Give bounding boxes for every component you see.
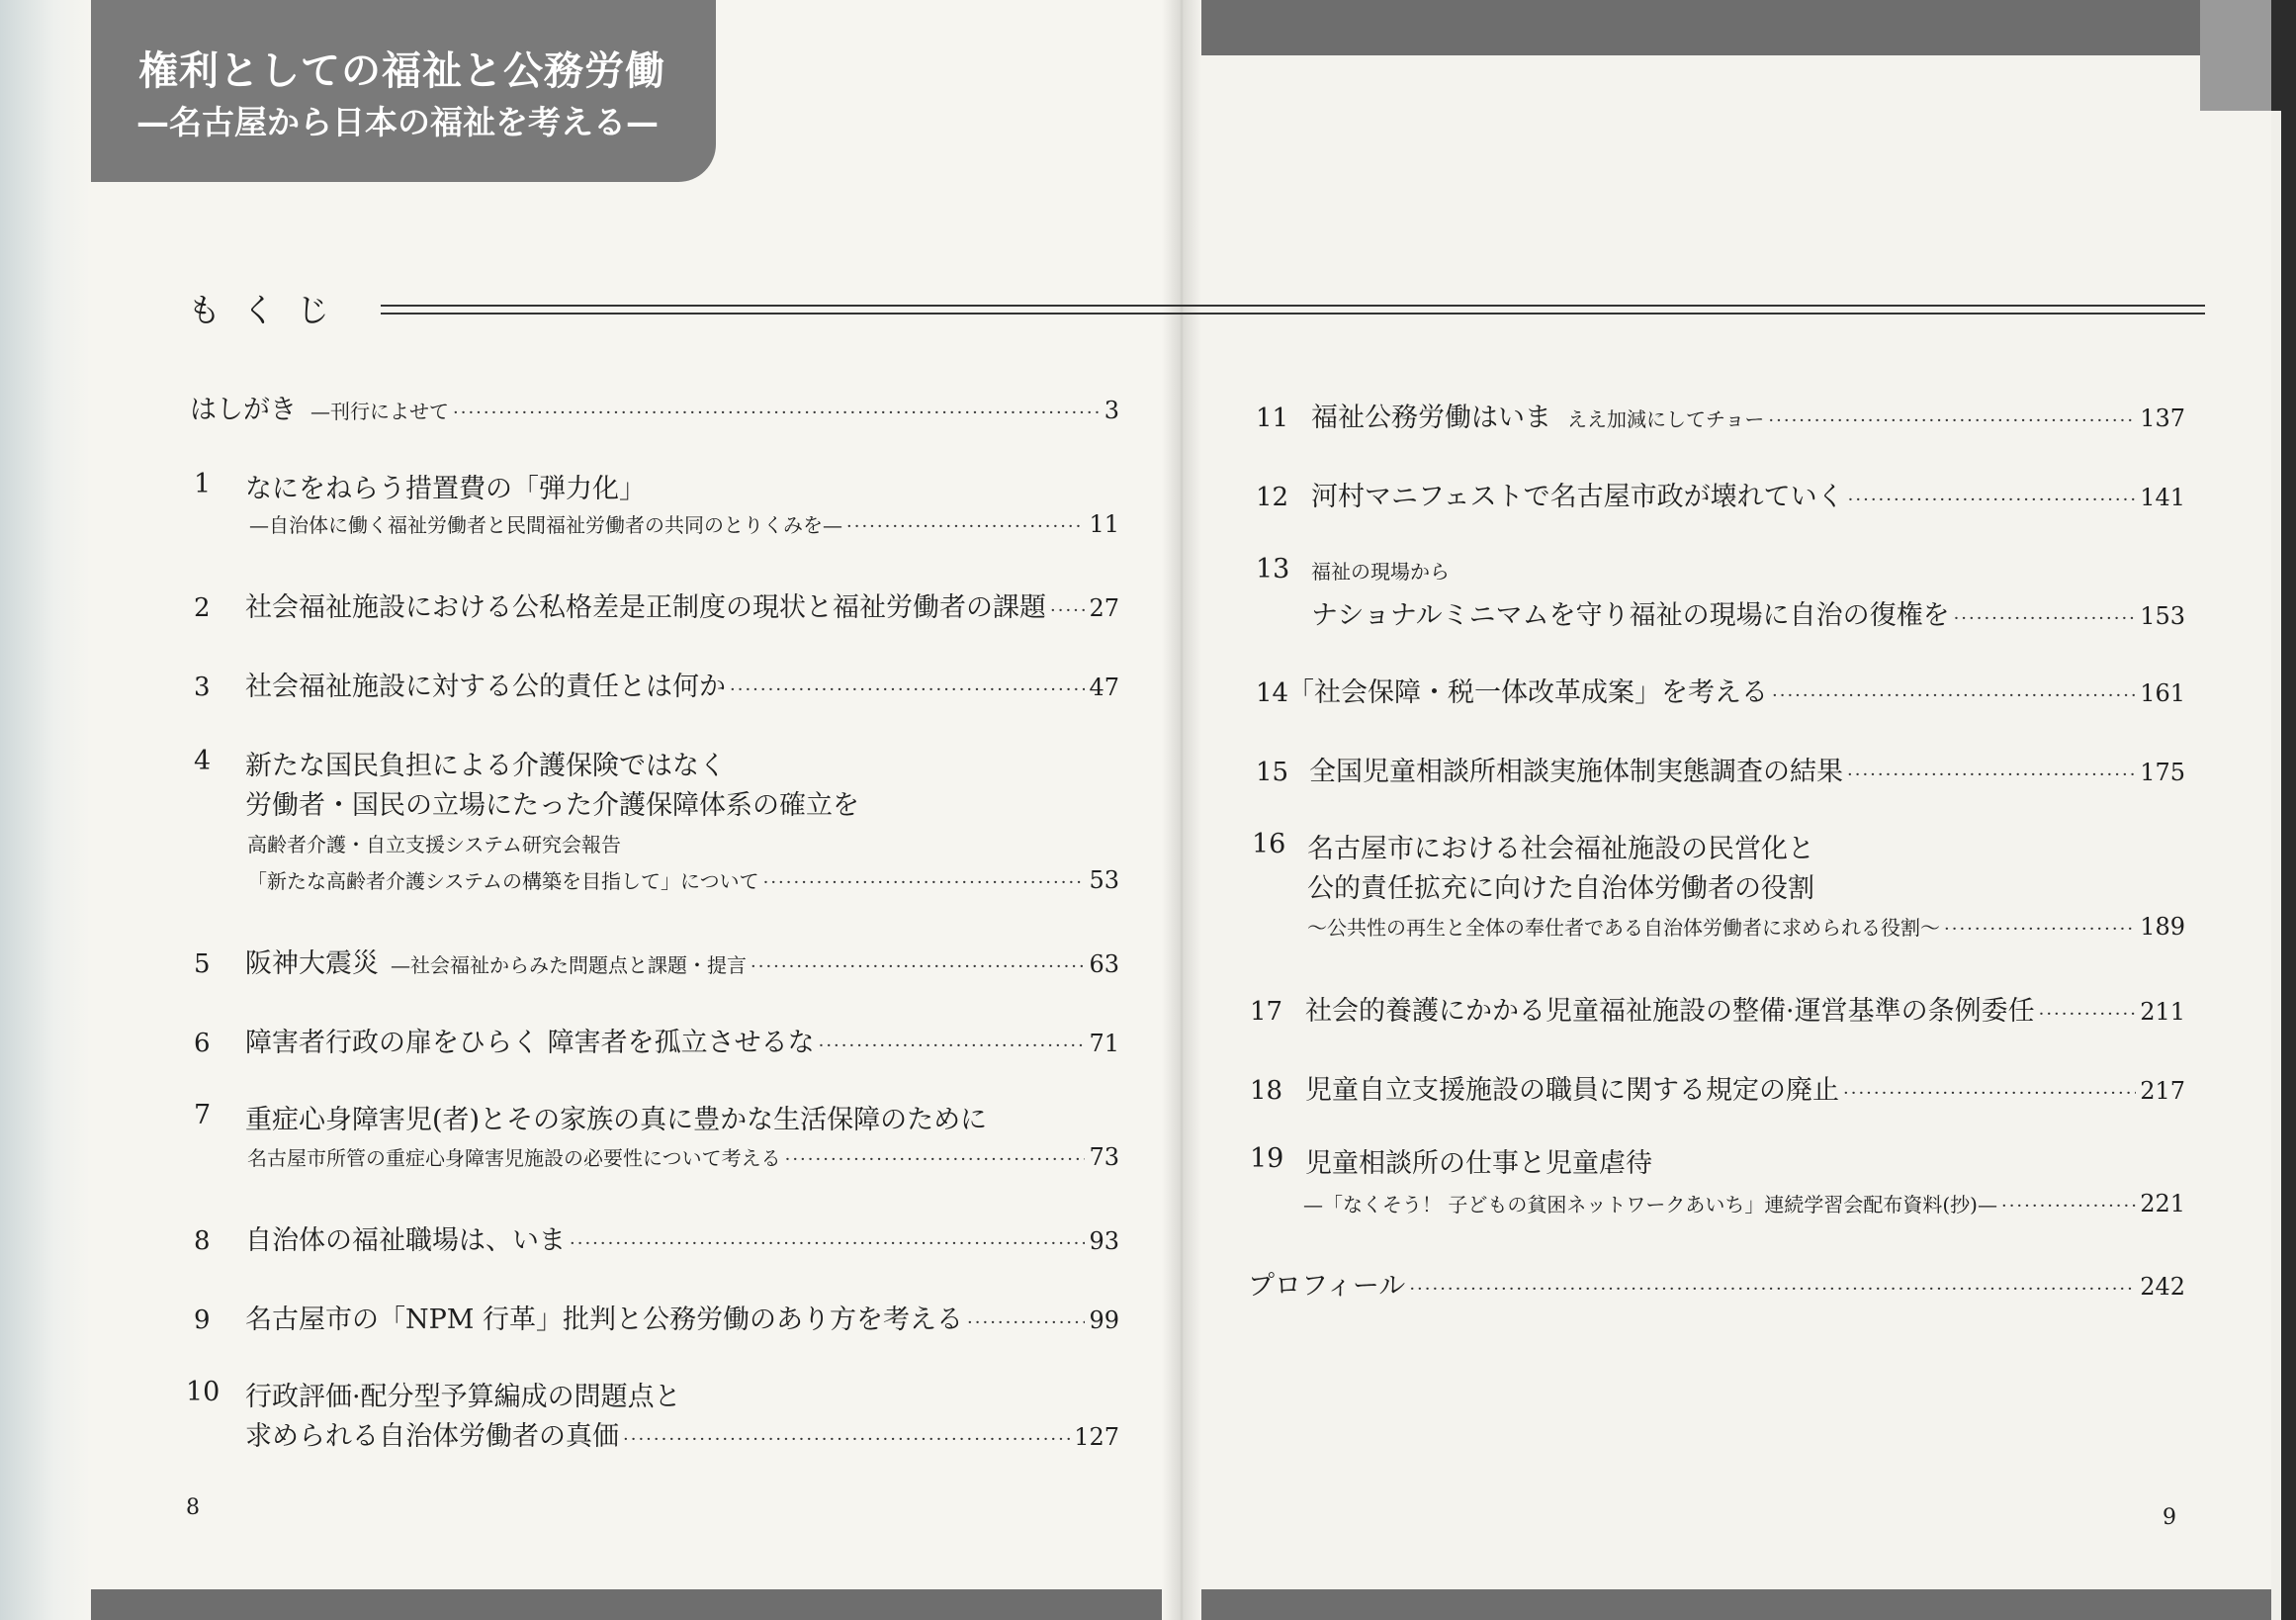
entry-number: 4 [194,746,212,776]
dot-leader [1768,410,2136,431]
dot-leader [623,1429,1070,1450]
right-page-edge [2271,0,2296,1620]
page-number: 11 [1089,510,1119,538]
entry-number: 12 [1256,483,1289,512]
entry-subtitle: 名古屋市所管の重症心身障害児施設の必要性について考える [247,1146,781,1170]
entry-subtitle: —自治体に働く福祉労働者と民間福祉労働者の共同のとりくみを— [249,513,842,537]
left-footer-band [91,1589,1162,1620]
toc-entry-14[interactable] [1256,671,2185,709]
entry-subtitle: 「新たな高齢者介護システムの構築を目指して」について [247,869,759,893]
page-number: 3 [1104,397,1119,424]
page-number: 47 [1089,674,1119,701]
right-footer-band [1201,1589,2271,1620]
right-header-band [1201,0,2200,55]
page-folio-right: 9 [2163,1505,2176,1530]
entry-title[interactable]: なにをねらう措置費の「弾力化」 [245,474,646,504]
thumb-index-tab [2200,0,2271,111]
page-number: 127 [1074,1423,1119,1451]
page-number: 141 [2140,484,2185,511]
heading-rule [381,305,2205,307]
dot-leader [846,516,1085,537]
entry-pretitle: 福祉の現場から [1311,560,1450,584]
entry-title: 児童自立支援施設の職員に関する規定の廃止 [1305,1075,1839,1106]
entry-number: 9 [194,1305,211,1335]
toc-entry-profile[interactable] [1248,1264,2185,1303]
dot-leader [2039,1004,2137,1025]
entry-title: 名古屋市の「NPM 行革」批判と公務労働のあり方を考える [245,1305,964,1335]
toc-entry-4[interactable] [247,865,1119,894]
entry-title: 障害者行政の扉をひらく 障害者を孤立させるな [245,1028,815,1058]
entry-number: 13 [1256,554,1290,585]
entry-title: 阪神大震災 [245,948,379,979]
toc-entry-8[interactable] [194,1218,1119,1257]
toc-entry-19[interactable] [1303,1189,2185,1217]
entry-title: 「社会保障・税一体改革成案」を考える [1287,677,1768,708]
entry-number: 14 [1256,678,1289,708]
toc-entry-17[interactable] [1250,989,2185,1028]
page-folio-left: 8 [186,1495,200,1520]
dot-leader [1944,919,2136,940]
entry-title-line2[interactable]: 労働者・国民の立場にたった介護保障体系の確立を [245,790,859,821]
toc-entry-9[interactable] [194,1298,1119,1336]
entry-subtitle: ええ加減にしてチョー [1567,407,1765,431]
page-number: 217 [2140,1077,2185,1105]
entry-number: 17 [1250,997,1283,1027]
dot-leader [763,872,1086,893]
dot-leader [730,679,1085,700]
page-number: 71 [1089,1030,1119,1057]
entry-title-line2: 求められる自治体労働者の真価 [245,1421,619,1452]
entry-number: 10 [186,1377,221,1407]
page-number: 189 [2140,913,2185,941]
page-number: 93 [1089,1227,1119,1255]
entry-title: 自治体の福祉職場は、いま [245,1225,566,1256]
page-number: 27 [1089,594,1119,622]
entry-number: 5 [194,949,211,979]
left-page-edge [0,0,91,1620]
toc-entry-1[interactable] [249,509,1119,538]
page-number: 137 [2140,405,2185,432]
dot-leader [1050,600,1085,621]
toc-entry-preface[interactable] [190,388,1119,426]
entry-number: 18 [1250,1076,1283,1106]
dot-leader [967,1312,1085,1333]
toc-entry-6[interactable] [194,1021,1119,1059]
toc-entry-5[interactable] [194,942,1119,980]
entry-subtitle: —刊行によせて [310,400,449,423]
heading-rule-second [381,313,2205,315]
entry-subtitle: 高齢者介護・自立支援システム研究会報告 [247,833,621,856]
page-number: 161 [2140,679,2185,707]
toc-entry-18[interactable] [1250,1068,2185,1107]
page-number: 221 [2140,1190,2185,1217]
dot-leader [819,1035,1086,1056]
right-page [1182,0,2296,1620]
entry-title: ナショナルミニマムを守り福祉の現場に自治の復権を [1311,600,1950,631]
entry-number: 6 [194,1029,211,1058]
entry-title: 河村マニフェストで名古屋市政が壊れていく [1311,482,1844,512]
page-number: 53 [1089,866,1119,894]
toc-entry-3[interactable] [194,665,1119,703]
series-title: 権利としての福祉と公務労働 [138,48,665,94]
dot-leader [1847,765,2136,785]
entry-number: 15 [1256,758,1289,787]
entry-title: 全国児童相談所相談実施体制実態調査の結果 [1309,757,1843,787]
entry-title-line1[interactable]: 新たな国民負担による介護保険ではなく [245,751,726,781]
dot-leader [1772,685,2136,706]
entry-number: 8 [194,1226,211,1256]
entry-number: 2 [194,593,211,623]
toc-heading: もくじ [188,291,351,329]
entry-title: 社会的養護にかかる児童福祉施設の整備·運営基準の条例委任 [1305,996,2035,1027]
entry-title[interactable]: 児童相談所の仕事と児童虐待 [1305,1148,1652,1179]
page-number: 175 [2140,759,2185,786]
dot-leader [785,1149,1086,1170]
series-subtitle: —名古屋から日本の福祉を考える— [136,103,659,141]
entry-title-line2[interactable]: 公的責任拡充に向けた自治体労働者の役割 [1307,873,1814,904]
toc-entry-7[interactable] [247,1142,1119,1171]
entry-title: はしがき [190,395,297,425]
entry-title: 社会福祉施設に対する公的責任とは何か [245,672,726,702]
toc-entry-10[interactable] [245,1414,1119,1453]
toc-entry-15[interactable] [1256,750,2185,788]
entry-subtitle: —社会福祉からみた問題点と課題・提言 [391,953,747,977]
entry-subtitle: —「なくそう！ 子どもの貧困ネットワークあいち」連続学習会配布資料(抄)— [1303,1193,1997,1216]
entry-subtitle: ～公共性の再生と全体の奉仕者である自治体労働者に求められる役割～ [1307,916,1940,940]
entry-title: 社会福祉施設における公私格差是正制度の現状と福祉労働者の課題 [245,592,1046,623]
entry-number: 3 [194,673,211,702]
page-number: 99 [1089,1306,1119,1334]
dot-leader [751,956,1085,977]
entry-title: 福祉公務労働はいま [1311,403,1551,433]
page-number: 153 [2140,602,2185,630]
dot-leader [2001,1196,2136,1216]
page-number: 242 [2140,1273,2185,1301]
entry-title-line1[interactable]: 名古屋市における社会福祉施設の民営化と [1307,834,1814,864]
entry-number: 11 [1256,404,1289,433]
entry-title: プロフィール [1248,1271,1406,1302]
toc-entry-11[interactable] [1256,396,2185,434]
entry-number: 16 [1252,829,1286,859]
dot-leader [1954,608,2137,629]
page-number: 73 [1089,1143,1119,1171]
page-number: 211 [2140,998,2185,1026]
entry-title[interactable]: 重症心身障害児(者)とその家族の真に豊かな生活保障のために [245,1105,988,1135]
dot-leader [1848,490,2137,510]
toc-entry-13[interactable] [1311,593,2185,632]
dot-leader [1843,1083,2136,1104]
entry-number: 7 [194,1100,212,1130]
dot-leader [1409,1279,2136,1300]
toc-entry-12[interactable] [1256,475,2185,513]
entry-number: 1 [194,469,212,499]
toc-entry-2[interactable] [194,585,1119,624]
toc-entry-16[interactable] [1307,912,2185,941]
page-number: 63 [1089,950,1119,978]
entry-title-line1[interactable]: 行政評価·配分型予算編成の問題点と [245,1382,681,1412]
dot-leader [453,403,1101,423]
dot-leader [570,1233,1085,1254]
book-gutter [1162,0,1201,1620]
entry-number: 19 [1250,1143,1284,1174]
